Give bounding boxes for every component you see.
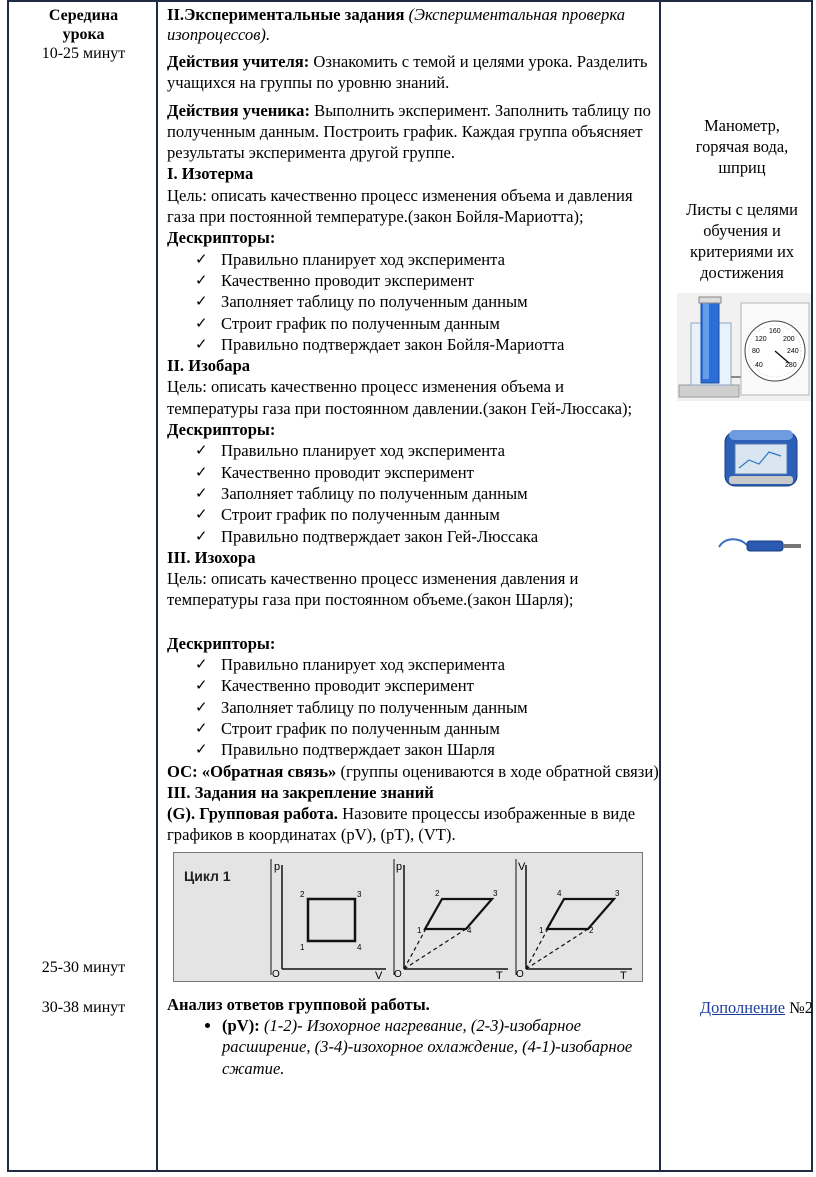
descriptor-item: ✓ Строит график по полученным данным	[195, 504, 659, 525]
cycle-path	[547, 899, 614, 929]
point-label: 1	[539, 925, 544, 935]
feedback-text: (группы оцениваются в ходе обратной связи)	[336, 761, 659, 781]
origin-label: O	[516, 968, 524, 980]
block-title: III. Изохора	[167, 547, 256, 567]
gauge-number: 40	[755, 362, 763, 369]
descriptor-item: ✓ Правильно подтверждает закон Шарля	[195, 739, 659, 760]
isobar-dashed	[526, 929, 588, 969]
axis-label-p: p	[274, 860, 281, 873]
descriptor-item: ✓ Качественно проводит эксперимент	[195, 675, 659, 696]
graph-pv	[272, 861, 386, 981]
supplement-number: №2	[785, 998, 813, 1017]
time-column	[11, 6, 156, 1016]
teacher-label: Действия учителя:	[167, 52, 310, 71]
manometer-apparatus-image	[677, 293, 811, 401]
block-goal: Цель: описать качественно процесс изменения объема и давления газа при постоянной температуре.(закон Бойля-Мариотта);	[167, 185, 633, 227]
group-text: Назовите процессы изображенные в виде графиков в координатах (pV), (pT), (VT).	[167, 804, 636, 845]
section-title: II.Экспериментальные задания	[167, 5, 405, 24]
descriptors-label: Дескрипторы:	[167, 228, 276, 248]
student-label: Действия ученика:	[167, 100, 310, 120]
graph-pt	[394, 861, 508, 981]
cycle-graphs-figure	[173, 852, 643, 982]
axis-label-t: T	[496, 969, 503, 981]
descriptor-item: ✓ Заполняет таблицу по полученным данным	[195, 291, 659, 312]
gauge-number: 160	[769, 328, 781, 335]
content-column	[167, 5, 659, 1079]
descriptor-item: ✓ Строит график по полученным данным	[195, 313, 659, 334]
descriptor-item: ✓ Правильно подтверждает закон Гей-Люссака	[195, 526, 659, 547]
section-subtitle: (Экспериментальная проверка изопроцессов).	[167, 5, 626, 44]
block-goal: Цель: описать качественно процесс изменения объема и температуры газа при постоянном давлении.(закон Гей-Люссака);	[167, 377, 633, 418]
supplement-link[interactable]: Дополнение	[699, 998, 786, 1017]
experiment-block	[167, 163, 659, 355]
point-label: 1	[417, 925, 422, 935]
cycle-path	[425, 899, 492, 929]
origin-label: O	[272, 968, 280, 980]
point-label: 3	[357, 889, 362, 899]
pressure-sensor-image	[715, 529, 805, 557]
student-text: Выполнить эксперимент. Заполнить таблицу по полученным данным. Построить график. Каждая группа объясняет результаты эксперимента другой группе.	[167, 100, 651, 163]
section-header	[167, 5, 659, 45]
supplement-reference	[671, 997, 813, 1018]
analysis-list	[167, 1015, 659, 1079]
group-label: (G). Групповая работа.	[167, 804, 338, 824]
descriptors-label: Дескрипторы:	[167, 420, 276, 440]
axis-label-v: V	[375, 969, 383, 981]
descriptor-item: ✓ Правильно планирует ход эксперимента	[195, 440, 659, 461]
descriptor-item: ✓ Строит график по полученным данным	[195, 718, 659, 739]
data-logger-image	[721, 422, 801, 494]
column-divider	[156, 2, 158, 1170]
experiment-block	[167, 547, 659, 761]
descriptor-item: ✓ Заполняет таблицу по полученным данным	[195, 483, 659, 504]
teacher-text: Ознакомить с темой и целями урока. Разделить учащихся на группы по уровню знаний.	[167, 52, 648, 93]
point-label: 2	[300, 889, 305, 899]
feedback-label: ОС: «Обратная связь»	[167, 761, 337, 781]
analysis-text: (1-2)- Изохорное нагревание, (2-3)-изобарное расширение, (3-4)-изохорное охлаждение, (4-1)-изобарное сжатие.	[222, 1015, 633, 1078]
teacher-actions	[167, 51, 659, 94]
sheets-text: Листы с целями обучения и критериями их достижения	[686, 200, 798, 282]
experiment-block	[167, 355, 659, 547]
isochore-dashed	[404, 929, 466, 969]
time-label: 30-38 минут	[41, 999, 126, 1016]
axis-label-p: p	[396, 860, 403, 873]
descriptor-item: ✓ Правильно планирует ход эксперимента	[195, 654, 659, 675]
point-label: 1	[300, 942, 305, 952]
time-label: 10-25 минут	[41, 45, 126, 62]
column-divider	[659, 2, 661, 1170]
analysis-item	[222, 1015, 659, 1079]
origin-label: O	[394, 968, 402, 980]
point-label: 3	[615, 888, 620, 898]
axis-label-v: V	[518, 860, 526, 873]
point-label: 2	[435, 888, 440, 898]
equipment-text: Манометр, горячая вода, шприц	[695, 116, 789, 177]
block-title: I. Изотерма	[167, 164, 254, 184]
student-actions	[167, 100, 659, 164]
feedback-note	[167, 761, 659, 782]
point-label: 4	[467, 925, 472, 935]
descriptor-item: ✓ Качественно проводит эксперимент	[195, 462, 659, 483]
time-label: 25-30 минут	[41, 959, 126, 976]
cycle-path	[308, 899, 355, 941]
analysis-title: Анализ ответов групповой работы.	[167, 994, 430, 1014]
descriptor-item: ✓ Правильно планирует ход эксперимента	[195, 249, 659, 270]
tasks-title: III. Задания на закрепление знаний	[167, 782, 434, 802]
gauge-number: 200	[783, 336, 795, 343]
descriptor-item: ✓ Правильно подтверждает закон Бойля-Мариотта	[195, 334, 659, 355]
descriptor-item: ✓ Заполняет таблицу по полученным данным	[195, 697, 659, 718]
cycle-label: Цикл 1	[184, 867, 231, 884]
point-label: 4	[557, 888, 562, 898]
descriptor-list	[167, 249, 659, 355]
point-label: 3	[493, 888, 498, 898]
axis-label-t: T	[620, 969, 627, 981]
point-label: 4	[357, 942, 362, 952]
gauge-number: 280	[785, 362, 797, 369]
lesson-table	[7, 0, 813, 1172]
descriptors-label: Дескрипторы:	[167, 633, 276, 653]
stage-heading: Середина урока	[48, 7, 119, 43]
point-label: 2	[589, 925, 594, 935]
graph-vt	[516, 861, 632, 981]
gauge-number: 240	[787, 348, 799, 355]
gauge-number: 120	[755, 336, 767, 343]
analysis-label: (pV):	[222, 1015, 260, 1035]
descriptor-item: ✓ Качественно проводит эксперимент	[195, 270, 659, 291]
gauge-number: 80	[752, 348, 760, 355]
descriptor-list	[167, 654, 659, 760]
block-title: II. Изобара	[167, 356, 251, 376]
block-goal: Цель: описать качественно процесс изменения давления и температуры газа при постоянном объеме.(закон Шарля);	[167, 569, 579, 610]
cycle-graphs	[174, 853, 642, 981]
descriptor-list	[167, 440, 659, 546]
group-task	[167, 803, 659, 846]
